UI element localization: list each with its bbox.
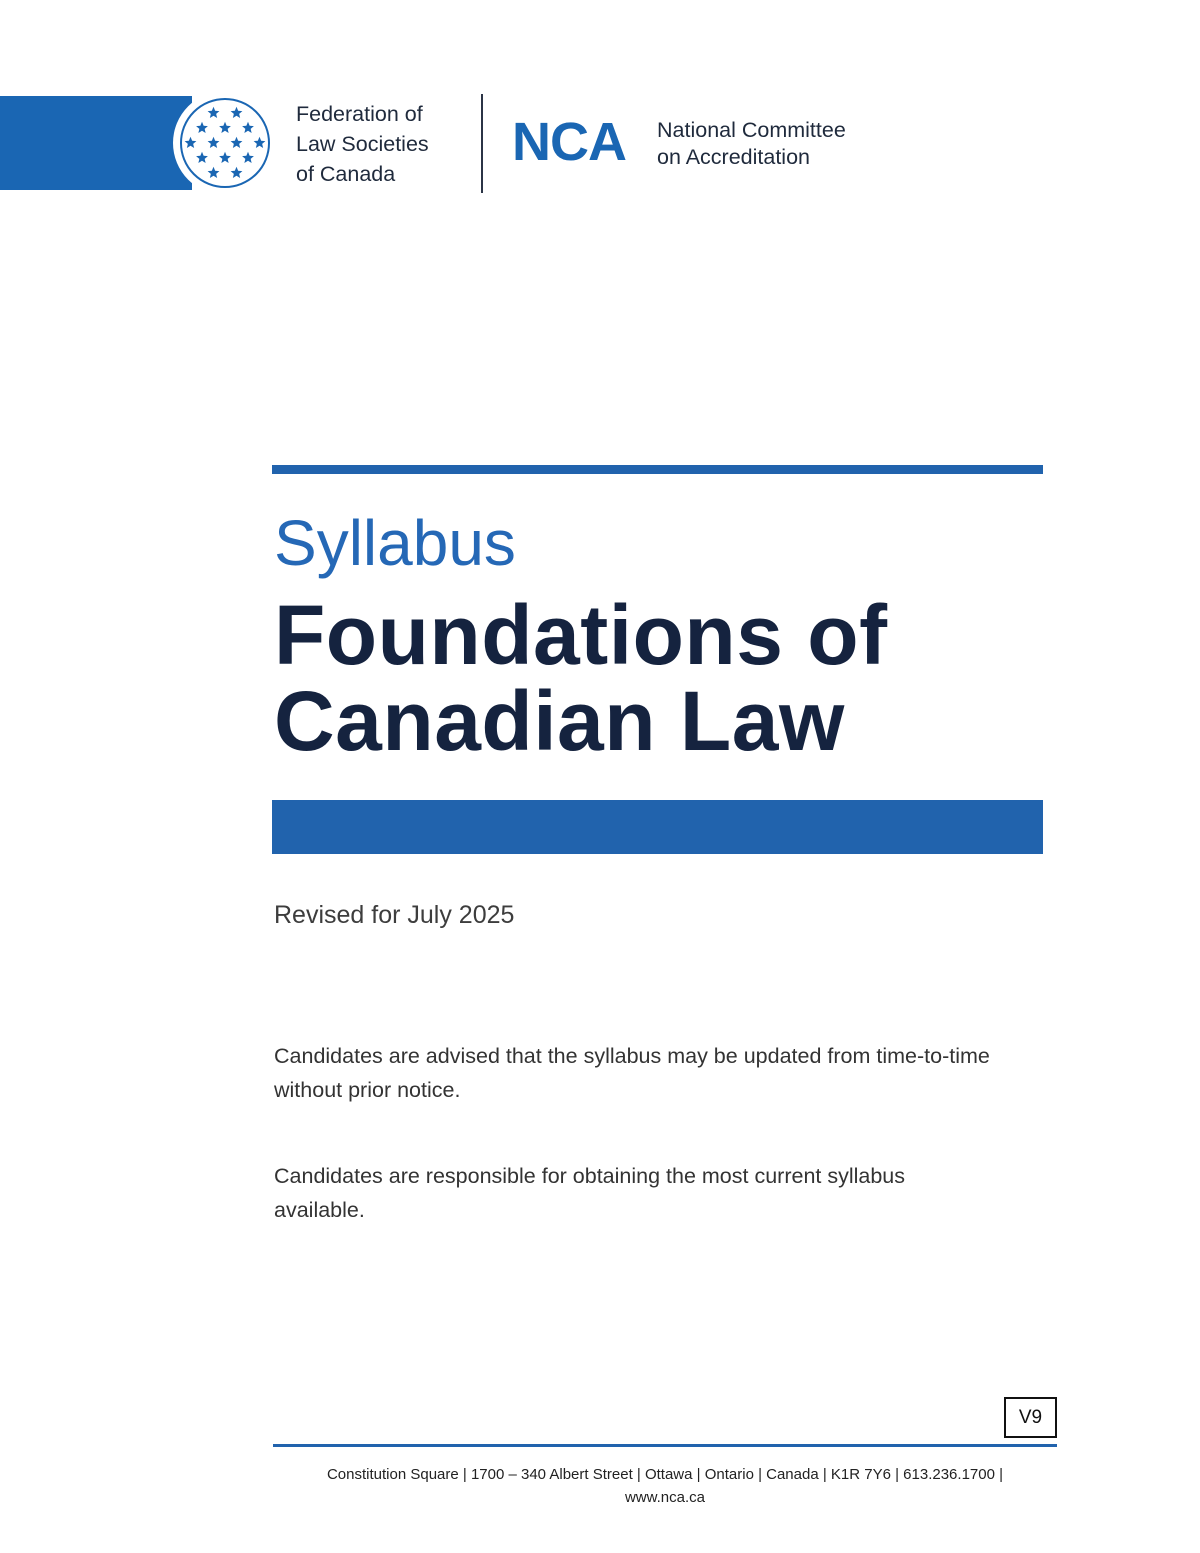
revision-date: Revised for July 2025 [274, 901, 515, 929]
nca-logo-mark: NCA [512, 112, 626, 172]
responsibility-notice: Candidates are responsible for obtaining the most current syllabus available. [274, 1164, 906, 1222]
nca-name-line: on Accreditation [657, 145, 810, 169]
federation-emblem-icon [163, 94, 277, 192]
title-bottom-band [272, 800, 1043, 854]
footer-address-line: Constitution Square | 1700 – 340 Albert Street | Ottawa | Ontario | Canada | K1R 7Y6 | 613.236.1700 | [326, 1466, 1004, 1483]
header-divider [481, 94, 483, 193]
title-top-rule [272, 465, 1043, 474]
federation-name [296, 99, 466, 189]
document-title [274, 588, 888, 768]
federation-name-line: Law Societies [296, 132, 429, 156]
document-kicker: Syllabus [274, 507, 516, 579]
document-title-line: Canadian Law [274, 674, 845, 768]
version-badge: V9 [1004, 1397, 1057, 1438]
update-notice: Candidates are advised that the syllabus may be updated from time-to-time without prior notice. [274, 1044, 990, 1102]
document-title-line: Foundations of [274, 588, 888, 682]
footer-rule [273, 1444, 1057, 1447]
federation-name-line: of Canada [296, 162, 396, 186]
federation-name-line: Federation of [296, 102, 423, 126]
footer-address [273, 1463, 1057, 1509]
footer-website-link[interactable]: www.nca.ca [624, 1489, 706, 1506]
nca-full-name [657, 117, 846, 171]
nca-name-line: National Committee [657, 118, 846, 142]
